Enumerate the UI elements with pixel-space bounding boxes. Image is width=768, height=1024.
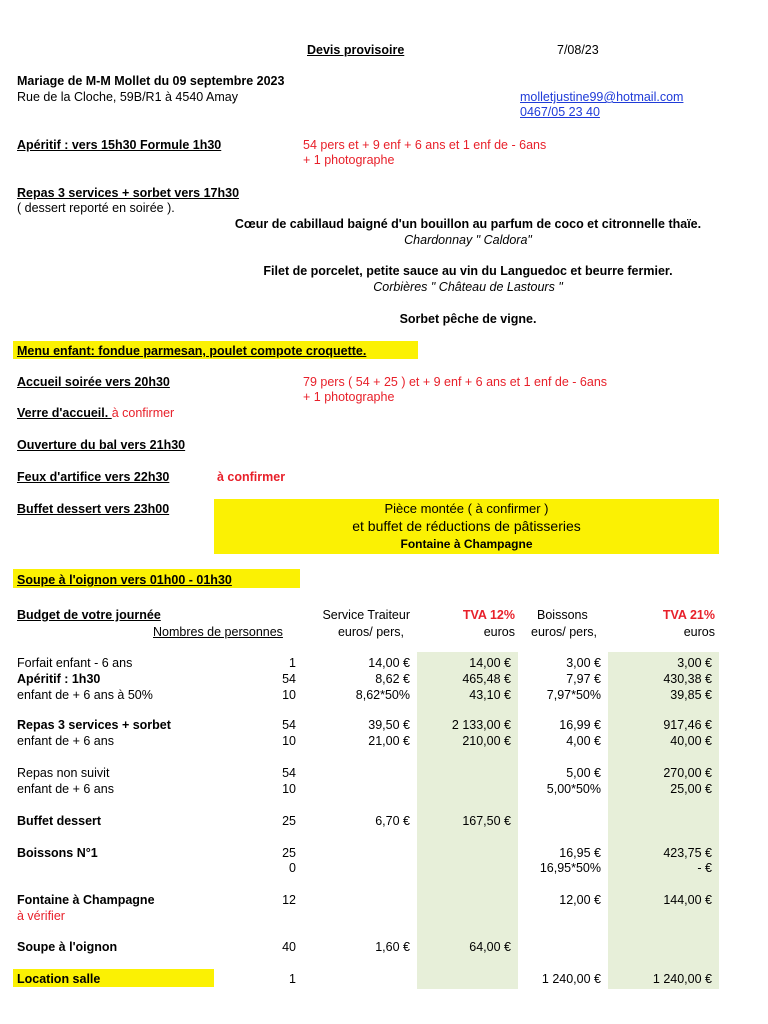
menu-enfant: Menu enfant: fondue parmesan, poulet compote croquette. xyxy=(17,344,367,358)
table-cell-tva21: 39,85 € xyxy=(670,688,712,702)
traiteur-header-2: euros/ pers, xyxy=(337,625,404,639)
table-cell-n: 25 xyxy=(282,814,296,828)
accueil-guests-line2: + 1 photographe xyxy=(303,390,395,404)
tva21-header-2: euros xyxy=(683,625,715,639)
table-cell-boissons: 1 240,00 € xyxy=(541,972,601,986)
piece-line2: et buffet de réductions de pâtisseries xyxy=(352,518,581,534)
table-cell-tva21: 3,00 € xyxy=(677,656,712,670)
verre-label: Verre d'accueil. xyxy=(17,406,112,420)
table-cell-boissons: 7,97 € xyxy=(566,672,601,686)
table-cell-tva21: 270,00 € xyxy=(663,766,712,780)
table-cell-tva21: 144,00 € xyxy=(663,893,712,907)
table-cell-n: 1 xyxy=(289,972,296,986)
table-cell-n: 10 xyxy=(282,782,296,796)
table-cell-boissons: 3,00 € xyxy=(566,656,601,670)
table-cell-n: 54 xyxy=(282,718,296,732)
table-cell-n: 40 xyxy=(282,940,296,954)
bal-label: Ouverture du bal vers 21h30 xyxy=(17,438,186,452)
table-cell-label: Boissons N°1 xyxy=(17,846,98,860)
verre-row xyxy=(17,406,174,420)
buffet-label: Buffet dessert vers 23h00 xyxy=(17,502,170,516)
accueil-label: Accueil soirée vers 20h30 xyxy=(17,375,170,389)
tva21-column-bg xyxy=(608,652,719,989)
piece-montee-box xyxy=(214,499,719,554)
table-cell-traiteur: 6,70 € xyxy=(375,814,410,828)
document-date: 7/08/23 xyxy=(557,43,599,57)
table-cell-tva21: 423,75 € xyxy=(663,846,712,860)
soupe-label: Soupe à l'oignon vers 01h00 - 01h30 xyxy=(17,573,232,587)
table-cell-tva12: 465,48 € xyxy=(462,672,511,686)
phone-link[interactable]: 0467/05 23 40 xyxy=(520,105,600,119)
table-cell-boissons: 12,00 € xyxy=(559,893,601,907)
table-cell-label: enfant de + 6 ans xyxy=(17,782,114,796)
feux-label: Feux d'artifice vers 22h30 xyxy=(17,470,170,484)
table-cell-n: 54 xyxy=(282,766,296,780)
boissons-header-1: Boissons xyxy=(537,608,588,622)
tva12-header-1: TVA 12% xyxy=(462,608,515,622)
table-cell-tva21: 917,46 € xyxy=(663,718,712,732)
table-cell-tva21: 430,38 € xyxy=(663,672,712,686)
table-cell-label: Location salle xyxy=(17,972,101,986)
table-cell-boissons: 4,00 € xyxy=(566,734,601,748)
table-cell-label: enfant de + 6 ans à 50% xyxy=(17,688,153,702)
event-title: Mariage de M-M Mollet du 09 septembre 2023 xyxy=(17,74,285,88)
table-cell-tva12: 210,00 € xyxy=(462,734,511,748)
tva21-header-1: TVA 21% xyxy=(662,608,715,622)
aperitif-guests-line1: 54 pers et + 9 enf + 6 ans et 1 enf de - 6ans xyxy=(303,138,547,152)
accueil-guests-line1: 79 pers ( 54 + 25 ) et + 9 enf + 6 ans et 1 enf de - 6ans xyxy=(303,375,608,389)
table-cell-tva21: 40,00 € xyxy=(670,734,712,748)
aperitif-label: Apéritif : vers 15h30 Formule 1h30 xyxy=(17,138,222,152)
table-cell-label: enfant de + 6 ans xyxy=(17,734,114,748)
table-cell-traiteur: 21,00 € xyxy=(368,734,410,748)
table-cell-traiteur: 8,62*50% xyxy=(355,688,410,702)
verre-status: à confirmer xyxy=(111,406,175,420)
table-cell-n: 0 xyxy=(289,861,296,875)
table-cell-n: 1 xyxy=(289,656,296,670)
budget-title: Budget de votre journée xyxy=(17,608,161,622)
course-3: Sorbet pêche de vigne. xyxy=(399,312,537,326)
table-cell-tva12: 167,50 € xyxy=(462,814,511,828)
table-cell-tva21: 1 240,00 € xyxy=(652,972,712,986)
table-cell-boissons: 16,95 € xyxy=(559,846,601,860)
wine-1: Chardonnay " Caldora" xyxy=(404,233,532,247)
table-cell-traiteur: 14,00 € xyxy=(368,656,410,670)
table-cell-traiteur: 1,60 € xyxy=(375,940,410,954)
table-cell-boissons: 16,99 € xyxy=(559,718,601,732)
table-cell-label: Forfait enfant - 6 ans xyxy=(17,656,133,670)
event-address: Rue de la Cloche, 59B/R1 à 4540 Amay xyxy=(17,90,238,104)
table-cell-tva12: 14,00 € xyxy=(469,656,511,670)
wine-2: Corbières " Château de Lastours " xyxy=(373,280,563,294)
table-cell-tva12: 43,10 € xyxy=(469,688,511,702)
table-cell-tva21: 25,00 € xyxy=(670,782,712,796)
feux-status: à confirmer xyxy=(217,470,286,484)
table-cell-label: Fontaine à Champagne xyxy=(17,893,155,907)
table-cell-tva12: 64,00 € xyxy=(469,940,511,954)
table-cell-label: Buffet dessert xyxy=(17,814,102,828)
table-cell-n: 25 xyxy=(282,846,296,860)
table-cell-boissons: 5,00 € xyxy=(566,766,601,780)
boissons-header-2: euros/ pers, xyxy=(531,625,598,639)
table-cell-label: Apéritif : 1h30 xyxy=(17,672,101,686)
repas-label: Repas 3 services + sorbet vers 17h30 xyxy=(17,186,240,200)
course-1: Cœur de cabillaud baigné d'un bouillon au parfum de coco et citronnelle thaïe. xyxy=(234,217,702,231)
table-cell-n: 10 xyxy=(282,688,296,702)
piece-line1: Pièce montée ( à confirmer ) xyxy=(384,501,549,516)
table-cell-boissons: 16,95*50% xyxy=(539,861,601,875)
table-cell-tva12: 2 133,00 € xyxy=(451,718,511,732)
table-cell-n: 12 xyxy=(282,893,296,907)
table-cell-boissons: 7,97*50% xyxy=(546,688,601,702)
table-cell-traiteur: 8,62 € xyxy=(375,672,410,686)
aperitif-guests-line2: + 1 photographe xyxy=(303,153,395,167)
piece-line3: Fontaine à Champagne xyxy=(400,537,533,551)
table-cell-label: à vérifier xyxy=(17,909,65,923)
table-cell-tva21: - € xyxy=(697,861,712,875)
table-cell-n: 10 xyxy=(282,734,296,748)
email-link[interactable]: molletjustine99@hotmail.com xyxy=(520,90,684,104)
table-cell-label: Repas 3 services + sorbet xyxy=(17,718,171,732)
persons-header: Nombres de personnes xyxy=(153,625,283,639)
document-title: Devis provisoire xyxy=(307,43,405,57)
table-cell-label: Repas non suivit xyxy=(17,766,110,780)
traiteur-header-1: Service Traiteur xyxy=(322,608,410,622)
tva12-header-2: euros xyxy=(483,625,515,639)
table-cell-n: 54 xyxy=(282,672,296,686)
table-cell-boissons: 5,00*50% xyxy=(546,782,601,796)
table-cell-traiteur: 39,50 € xyxy=(368,718,410,732)
repas-note: ( dessert reporté en soirée ). xyxy=(17,201,175,215)
table-cell-label: Soupe à l'oignon xyxy=(17,940,118,954)
course-2: Filet de porcelet, petite sauce au vin du Languedoc et beurre fermier. xyxy=(263,264,673,278)
